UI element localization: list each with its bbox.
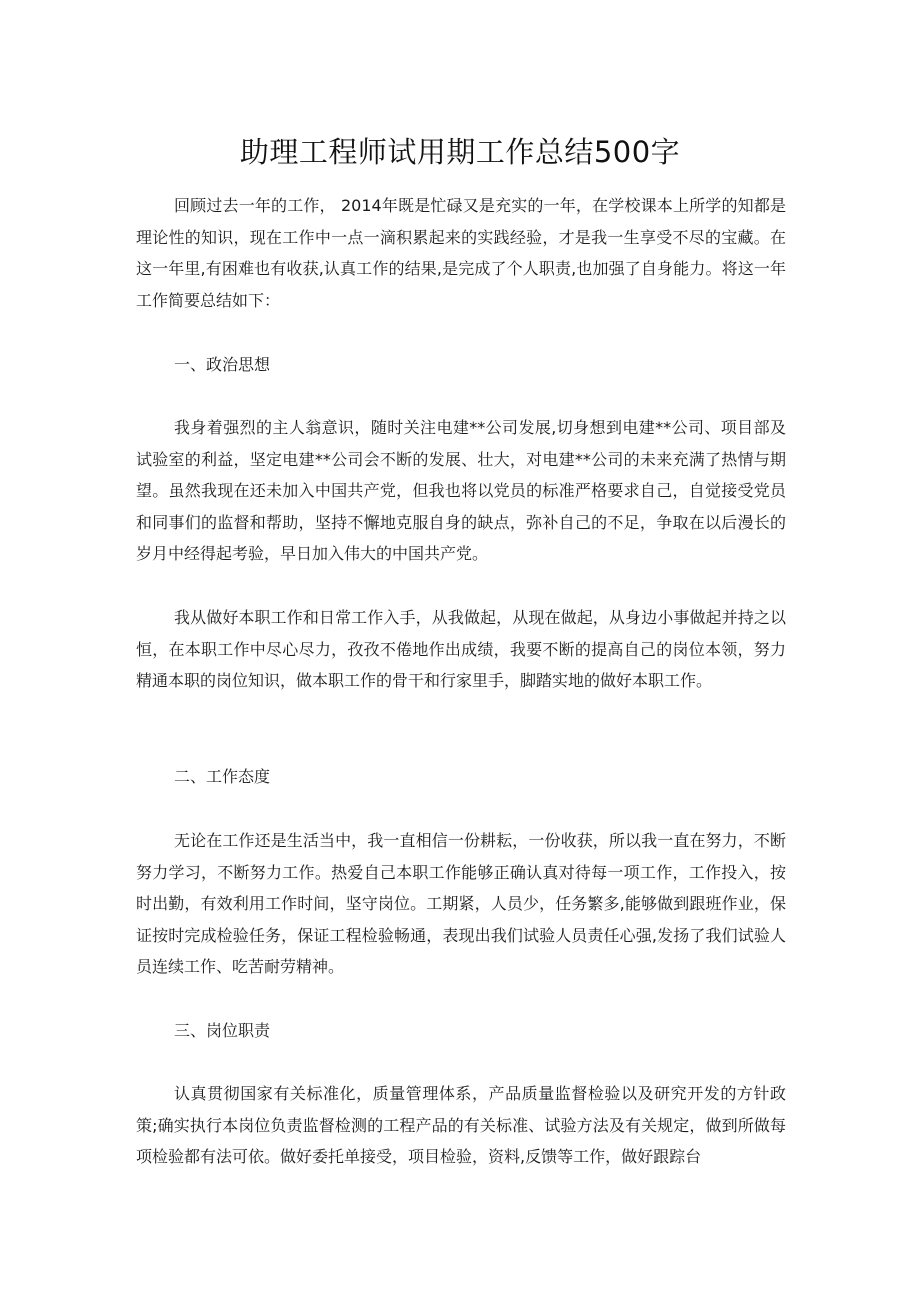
document-title: 助理工程师试用期工作总结500字 (239, 135, 681, 169)
section-heading-politics: 一、政治思想 (174, 355, 271, 374)
duties-paragraph-1: 认真贯彻国家有关标准化，质量管理体系，产品质量监督检验以及研究开发的方针政策;确实执行本岗位负责监督检测的工程产品的有关标准、试验方法及有关规定，做到所做每项检验都有法可依。做好委托单接受，项目检验，资料,反馈等工作，做好跟踪台 (136, 1084, 786, 1166)
politics-paragraph-2: 我从做好本职工作和日常工作入手，从我做起，从现在做起，从身边小事做起并持之以恒，在本职工作中尽心尽力，孜孜不倦地作出成绩，我要不断的提高自己的岗位本领，努力精通本职的岗位知识，做本职工作的骨干和行家里手，脚踏实地的做好本职工作。 (136, 608, 786, 690)
section-heading-duties: 三、岗位职责 (174, 1021, 271, 1040)
intro-paragraph: 回顾过去一年的工作， 2014年既是忙碌又是充实的一年，在学校课本上所学的知都是理论性的知识，现在工作中一点一滴积累起来的实践经验，才是我一生享受不尽的宝藏。在这一年里,有困难也有收获,认真工作的结果,是完成了个人职责,也加强了自身能力。将这一年工作简要总结如下： (136, 196, 786, 310)
politics-paragraph-1: 我身着强烈的主人翁意识，随时关注电建**公司发展,切身想到电建**公司、项目部及试验室的利益，坚定电建**公司会不断的发展、壮大，对电建**公司的未来充满了热情与期望。虽然我现在还未加入中国共产党，但我也将以党员的标准严格要求自己，自觉接受党员和同事们的监督和帮助，坚持不懈地克服自身的缺点，弥补自己的不足，争取在以后漫长的岁月中经得起考验，早日加入伟大的中国共产党。 (136, 418, 786, 563)
attitude-paragraph-1: 无论在工作还是生活当中，我一直相信一份耕耘，一份收获，所以我一直在努力，不断努力学习，不断努力工作。热爱自己本职工作能够正确认真对待每一项工作，工作投入，按时出勤，有效利用工作时间，坚守岗位。工期紧，人员少，任务繁多,能够做到跟班作业，保证按时完成检验任务，保证工程检验畅通，表现出我们试验人员责任心强,发扬了我们试验人员连续工作、吃苦耐劳精神。 (136, 831, 786, 976)
section-heading-attitude: 二、工作态度 (174, 767, 271, 786)
